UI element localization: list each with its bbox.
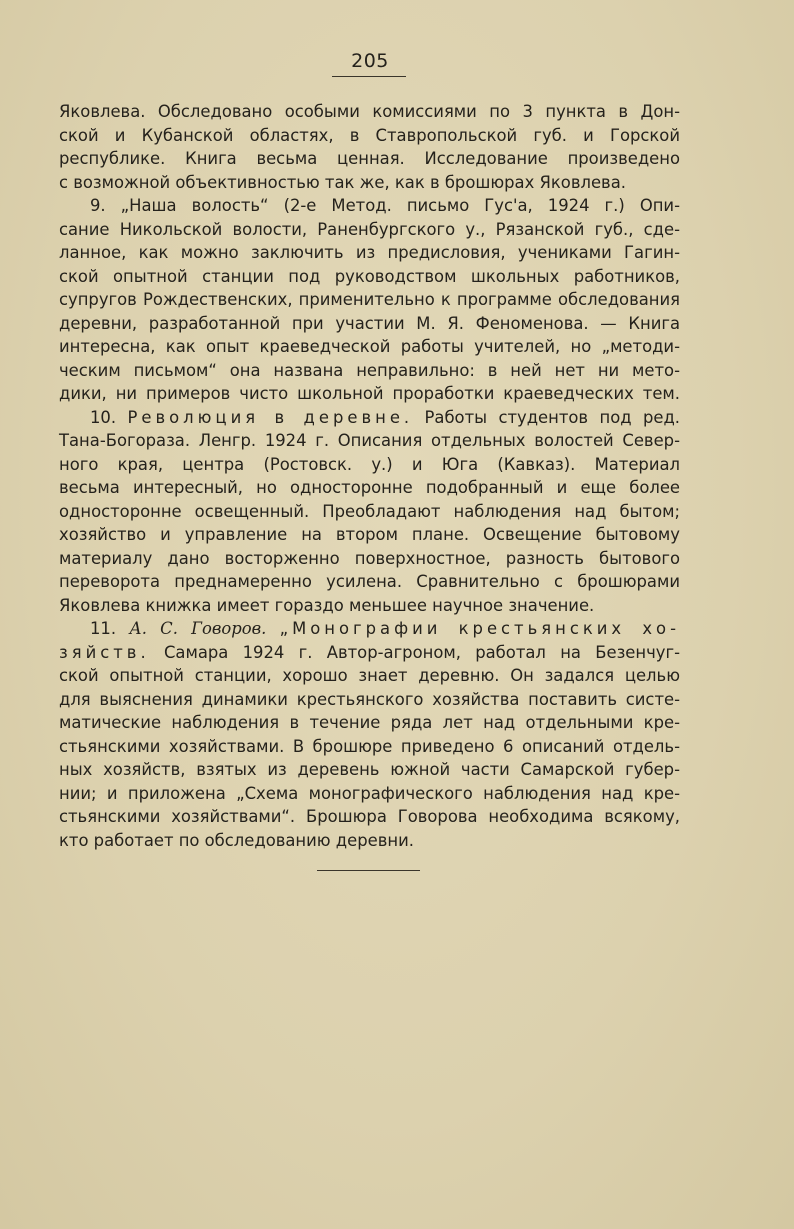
text-line: односторонне освещенный. Преобладают наблюдения над бытом; xyxy=(59,501,680,521)
text-line: ного края, центра (Ростовск. у.) и Юга (Кавказ). Материал xyxy=(59,454,680,474)
paragraph-item-11 xyxy=(59,617,680,852)
end-rule xyxy=(317,870,420,871)
text-fragment: Самара 1924 г. Автор-агроном, работал на Безенчуг- xyxy=(163,642,681,662)
book-title: „Монографии крестьянских хо- xyxy=(279,619,680,638)
text-line: хозяйство и управление на втором плане. Освещение бытовому xyxy=(59,525,680,544)
text-line: 9. „Наша волость“ (2-е Метод. письмо Гус'а, 1924 г.) Опи- xyxy=(90,196,680,215)
text-line: Тана-Богораза. Ленгр. 1924 г. Описания отдельных волостей Север- xyxy=(59,431,680,450)
text-line: интересна, как опыт краеведческой работы учителей, но „методи- xyxy=(59,337,680,356)
page-number: 205 xyxy=(351,50,389,72)
text-line: ской и Кубанской областях, в Ставропольской губ. и Горской xyxy=(59,125,680,145)
page-number-rule xyxy=(332,76,406,77)
paragraph-item-10 xyxy=(59,406,680,618)
text-line xyxy=(59,641,680,665)
paragraph-item-9 xyxy=(59,194,680,406)
text-line: ческим письмом“ она названа неправильно: в ней нет ни мето- xyxy=(59,360,680,380)
text-line: ской опытной станции, хорошо знает деревню. Он задался целью xyxy=(59,666,680,685)
text-line: переворота преднамеренно усилена. Сравнительно с брошюрами xyxy=(59,572,680,591)
text-line: стьянскими хозяйствами. В брошюре приведено 6 описаний отдель- xyxy=(59,736,680,756)
book-title: Революция в деревне. xyxy=(127,407,414,427)
text-line: деревни, разработанной при участии М. Я. Феноменова. — Книга xyxy=(59,313,680,333)
text-line: материалу дано восторженно поверхностное, разность бытового xyxy=(59,548,680,568)
text-line: ных хозяйств, взятых из деревень южной части Самарской губер- xyxy=(59,760,680,779)
text-line: с возможной объективностью так же, как в брошюрах Яковлева. xyxy=(59,172,626,192)
paragraph-intro xyxy=(59,100,680,194)
text-line: Яковлева. Обследовано особыми комиссиями по 3 пункта в Дон- xyxy=(59,102,680,121)
text-line: для выяснения динамики крестьянского хозяйства поставить систе- xyxy=(59,689,680,709)
book-title-continued: зяйств. xyxy=(59,642,150,662)
text-line: стьянскими хозяйствами“. Брошюра Говорова необходима всякому, xyxy=(59,807,680,826)
text-line: матические наблюдения в течение ряда лет над отдельными кре- xyxy=(59,713,680,732)
text-line: сание Никольской волости, Раненбургского у., Рязанской губ., сде- xyxy=(59,219,680,239)
text-line: Яковлева книжка имеет гораздо меньшее научное значение. xyxy=(59,595,595,615)
item-number: 11. xyxy=(90,619,117,638)
text-line: ланное, как можно заключить из предисловия, учениками Гагин- xyxy=(59,243,680,262)
text-fragment: Работы студентов под ред. xyxy=(424,407,680,427)
page-text xyxy=(59,100,680,852)
text-line: нии; и приложена „Схема монографического наблюдения над кре- xyxy=(59,783,680,803)
book-author: А. С. Говоров. xyxy=(129,619,267,638)
text-line xyxy=(59,617,680,641)
item-number: 10. xyxy=(90,407,117,427)
text-line: дики, ни примеров чисто школьной проработки краеведческих тем. xyxy=(59,384,680,403)
text-line: республике. Книга весьма ценная. Исследование произведено xyxy=(59,149,680,168)
text-line: кто работает по обследованию деревни. xyxy=(59,830,414,850)
text-line: весьма интересный, но односторонне подобранный и еще более xyxy=(59,478,680,497)
text-line: ской опытной станции под руководством школьных работников, xyxy=(59,266,680,286)
text-line: супругов Рождественских, применительно к программе обследования xyxy=(59,290,680,309)
text-line xyxy=(59,406,680,430)
